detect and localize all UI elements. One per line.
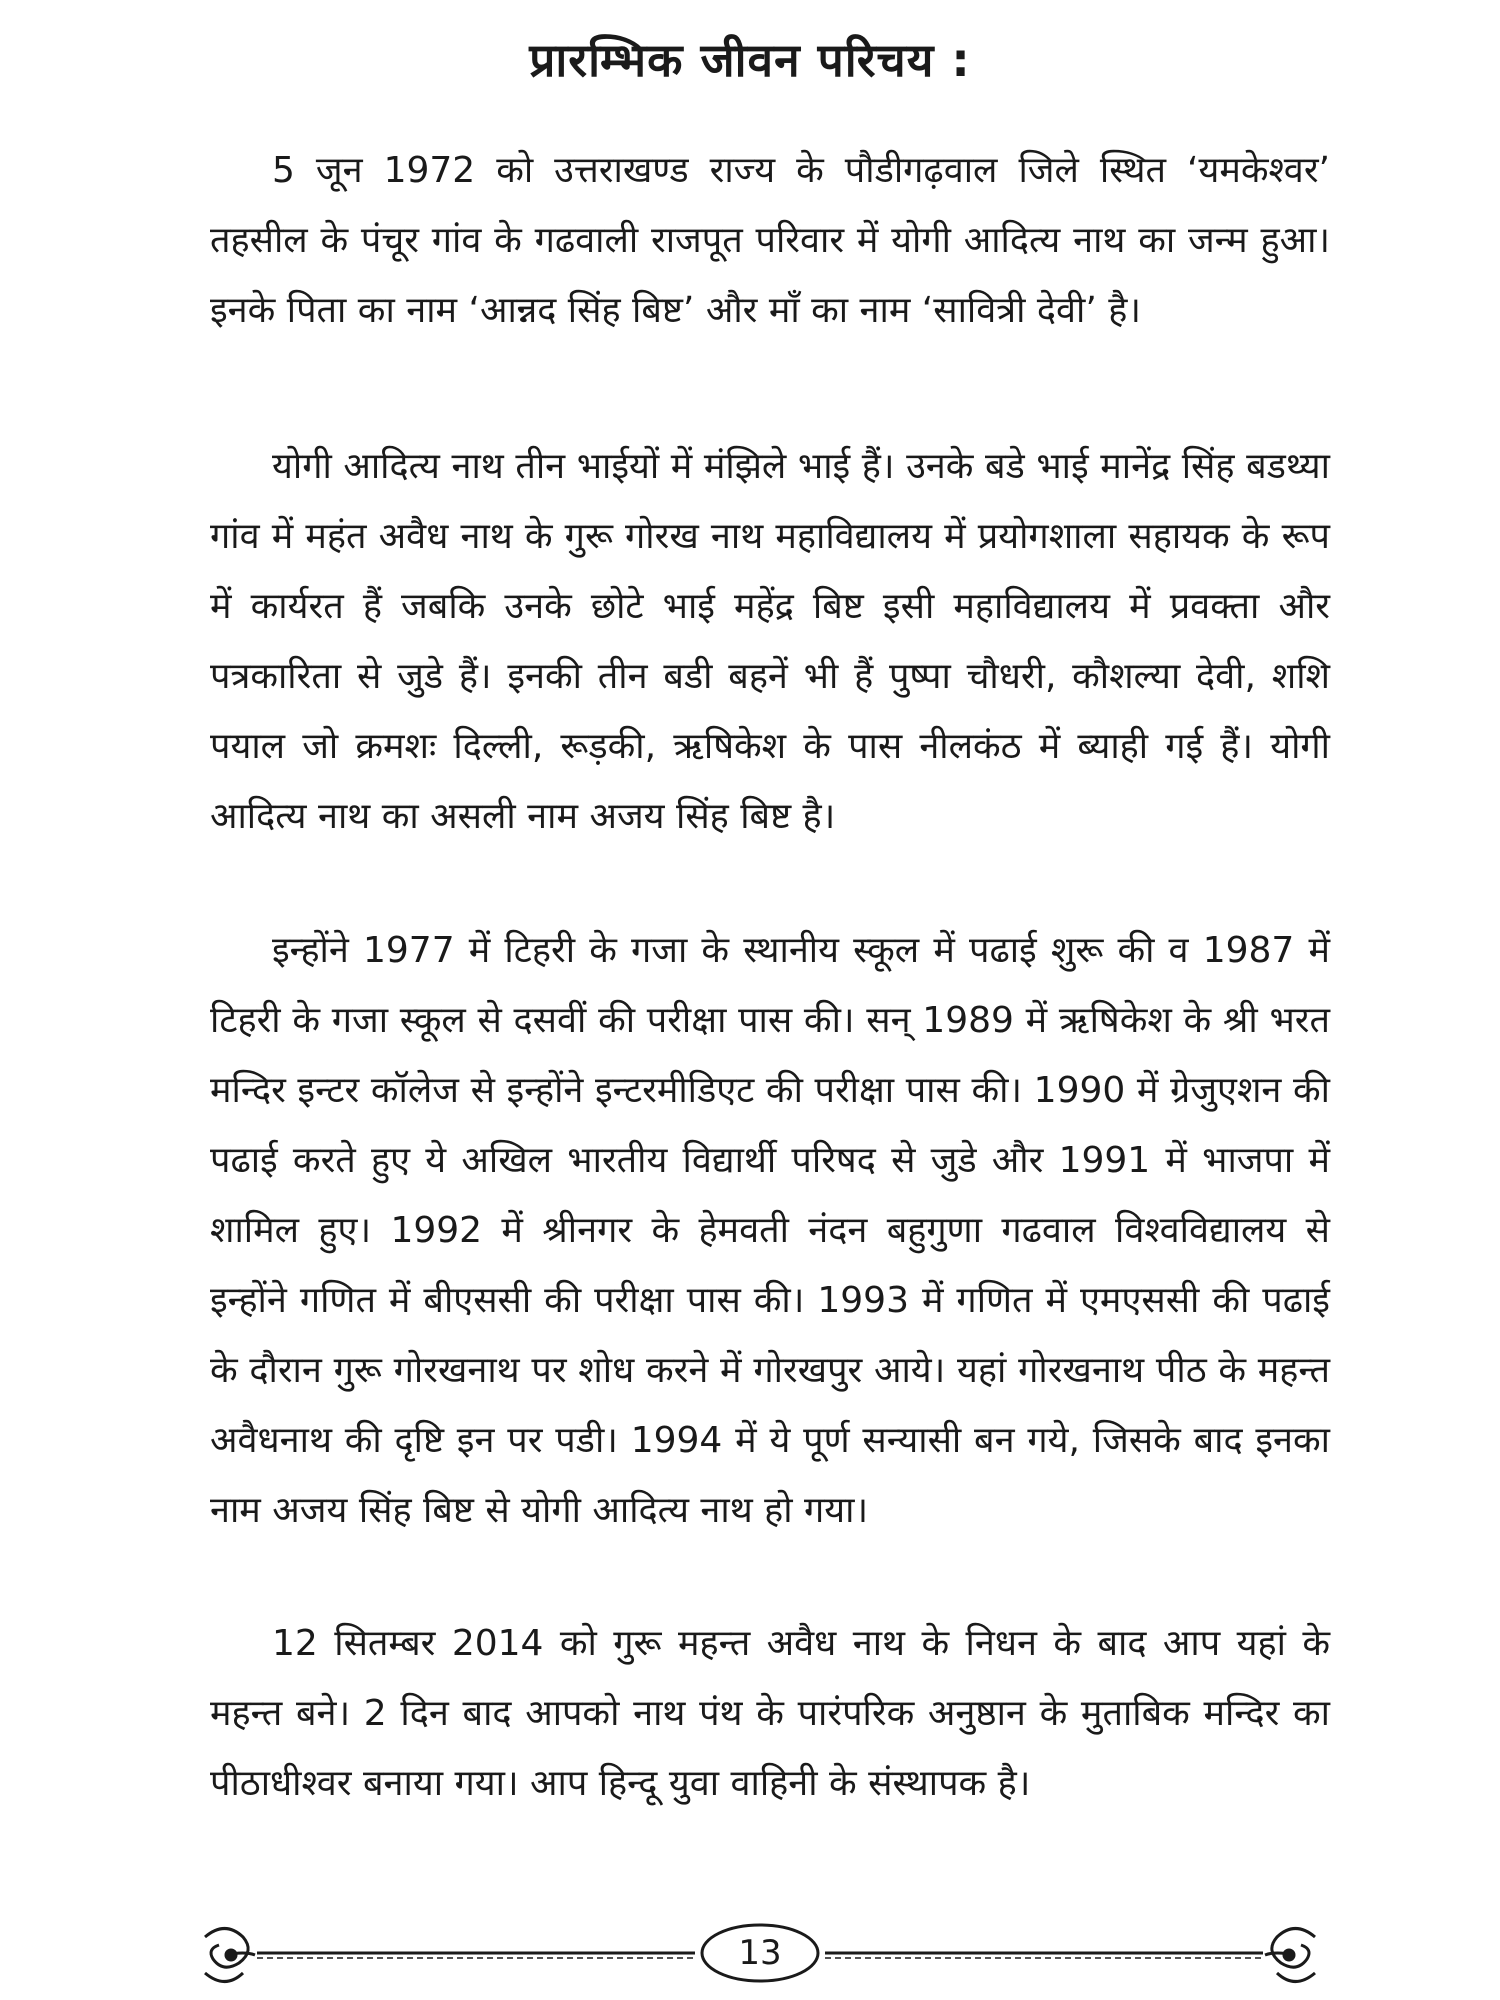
paragraph-text: 12 सितम्बर 2014 को गुरू महन्त अवैध नाथ के निधन के बाद आप यहां के महन्त बने। 2 दिन बाद आपको नाथ पंथ के पारंपरिक अनुष्ठान के मुताबिक मन्दिर का पीठाधीश्वर बनाया गया। आप हिन्दू युवा वाहिनी के संस्थापक है। [210,1623,1330,1804]
page-title: प्रारम्भिक जीवन परिचय : [529,33,971,87]
paragraph-family [210,432,1330,852]
paragraph-birth [210,136,1330,346]
page-number: 13 [738,1933,782,1973]
paragraph-text: योगी आदित्य नाथ तीन भाईयों में मंझिले भाई हैं। उनके बडे भाई मानेंद्र सिंह बडथ्या गांव में महंत अवैध नाथ के गुरू गोरख नाथ महाविद्यालय में प्रयोगशाला सहायक के रूप में कार्यरत हैं जबकि उनके छोटे भाई महेंद्र बिष्ट इसी महाविद्यालय में प्रवक्ता और पत्रकारिता से जुडे हैं। इनकी तीन बडी बहनें भी हैं पुष्पा चौधरी, कौशल्या देवी, शशि पयाल जो क्रमशः दिल्ली, रूड़की, ऋषिकेश के पास नीलकंठ में ब्याही गई हैं। योगी आदित्य नाथ का असली नाम अजय सिंह बिष्ट है। [210,446,1330,837]
paragraph-text: 5 जून 1972 को उत्तराखण्ड राज्य के पौडीगढ़वाल जिले स्थित ‘यमकेश्वर’ तहसील के पंचूर गांव के गढवाली राजपूत परिवार में योगी आदित्य नाथ का जन्म हुआ। इनके पिता का नाम ‘आन्नद सिंह बिष्ट’ और माँ का नाम ‘सावित्री देवी’ है। [210,150,1330,331]
left-flourish-icon [205,1929,255,1982]
paragraph-mahant [210,1609,1330,1819]
paragraph-education [210,916,1330,1546]
right-flourish-icon [1265,1929,1315,1982]
paragraph-text: इन्होंने 1977 में टिहरी के गजा के स्थानीय स्कूल में पढाई शुरू की व 1987 में टिहरी के गजा स्कूल से दसवीं की परीक्षा पास की। सन् 1989 में ऋषिकेश के श्री भरत मन्दिर इन्टर कॉलेज से इन्होंने इन्टरमीडिएट की परीक्षा पास की। 1990 में ग्रेजुएशन की पढाई करते हुए ये अखिल भारतीय विद्यार्थी परिषद से जुडे और 1991 में भाजपा में शामिल हुए। 1992 में श्रीनगर के हेमवती नंदन बहुगुणा गढवाल विश्वविद्यालय से इन्होंने गणित में बीएससी की परीक्षा पास की। 1993 में गणित में एमएससी की पढाई के दौरान गुरू गोरखनाथ पर शोध करने में गोरखपुर आये। यहां गोरखनाथ पीठ के महन्त अवैधनाथ की दृष्टि इन पर पडी। 1994 में ये पूर्ण सन्यासी बन गये, जिसके बाद इनका नाम अजय सिंह बिष्ट से योगी आदित्य नाथ हो गया। [210,930,1330,1531]
page-footer [195,1915,1325,1995]
